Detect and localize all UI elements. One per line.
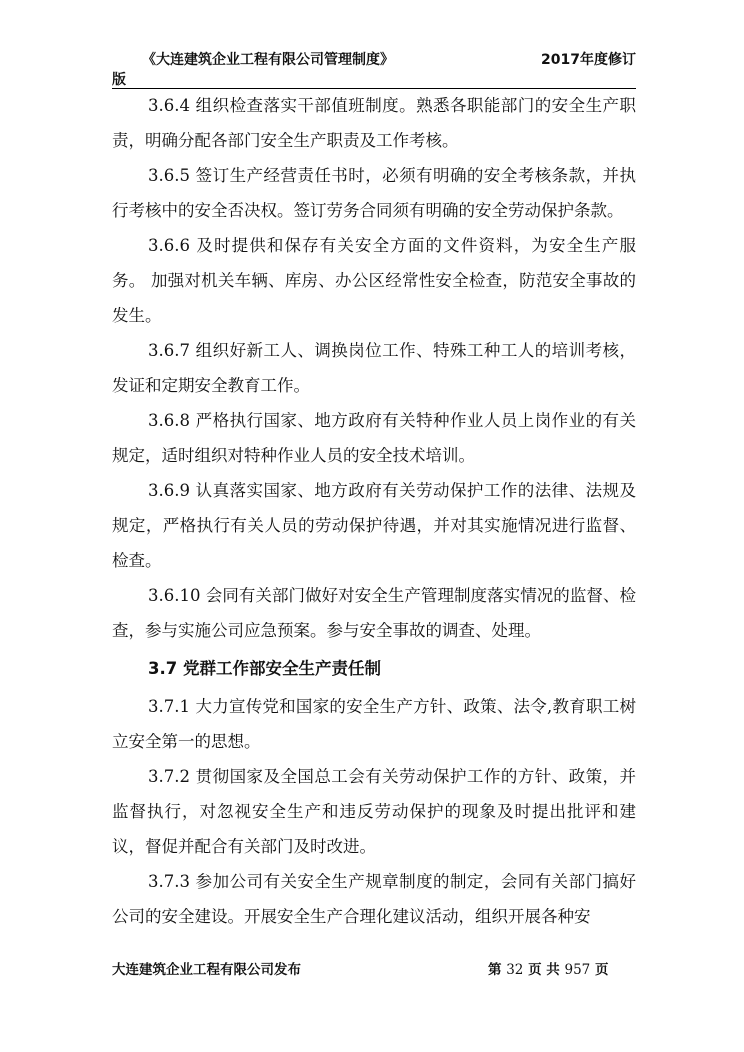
page-counter	[488, 960, 608, 980]
page-body	[112, 88, 636, 934]
publisher-label: 大连建筑企业工程有限公司发布	[112, 962, 301, 978]
paragraph-3-6-6: 3.6.6 及时提供和保存有关安全方面的文件资料，为安全生产服务。 加强对机关车辆、库房、办公区经常性安全检查，防范安全事故的发生。	[112, 236, 636, 325]
paragraph-3-7-1: 3.7.1 大力宣传党和国家的安全生产方针、政策、法令,教育职工树立安全第一的思想。	[112, 697, 636, 751]
document-title: 《大连建筑企业工程有限公司管理制度》	[142, 52, 394, 68]
paragraph-3-6-8: 3.6.8 严格执行国家、地方政府有关特种作业人员上岗作业的有关规定，适时组织对特种作业人员的安全技术培训。	[112, 411, 636, 465]
page-middle: 页 共	[528, 962, 560, 978]
paragraph-3-6-7: 3.6.7 组织好新工人、调换岗位工作、特殊工种工人的培训考核，发证和定期安全教育工作。	[112, 341, 636, 395]
paragraph-3-7-2: 3.7.2 贯彻国家及全国总工会有关劳动保护工作的方针、政策，并监督执行，对忽视安全生产和违反劳动保护的现象及时提出批评和建议，督促并配合有关部门及时改进。	[112, 767, 636, 856]
edition-label-wrap: 版	[112, 72, 126, 88]
paragraph-3-6-5: 3.6.5 签订生产经营责任书时，必须有明确的安全考核条款，并执行考核中的安全否决权。签订劳务合同须有明确的安全劳动保护条款。	[112, 166, 636, 220]
total-page-number: 957	[564, 962, 591, 978]
section-heading-3-7: 3.7 党群工作部安全生产责任制	[148, 659, 381, 678]
paragraph-3-6-4: 3.6.4 组织检查落实干部值班制度。熟悉各职能部门的安全生产职责，明确分配各部门安全生产职责及工作考核。	[112, 96, 636, 150]
paragraph-3-6-10: 3.6.10 会同有关部门做好对安全生产管理制度落实情况的监督、检查，参与实施公司应急预案。参与安全事故的调查、处理。	[112, 586, 636, 640]
page-prefix: 第	[488, 962, 502, 978]
paragraph-3-7-3: 3.7.3 参加公司有关安全生产规章制度的制定，会同有关部门搞好公司的安全建设。开展安全生产合理化建议活动，组织开展各种安	[112, 872, 636, 926]
paragraph-3-6-9: 3.6.9 认真落实国家、地方政府有关劳动保护工作的法律、法规及规定，严格执行有关人员的劳动保护待遇，并对其实施情况进行监督、检查。	[112, 481, 636, 570]
page-suffix: 页	[594, 962, 609, 978]
current-page-number: 32	[506, 962, 524, 978]
edition-label: 2017年度修订	[541, 52, 636, 68]
